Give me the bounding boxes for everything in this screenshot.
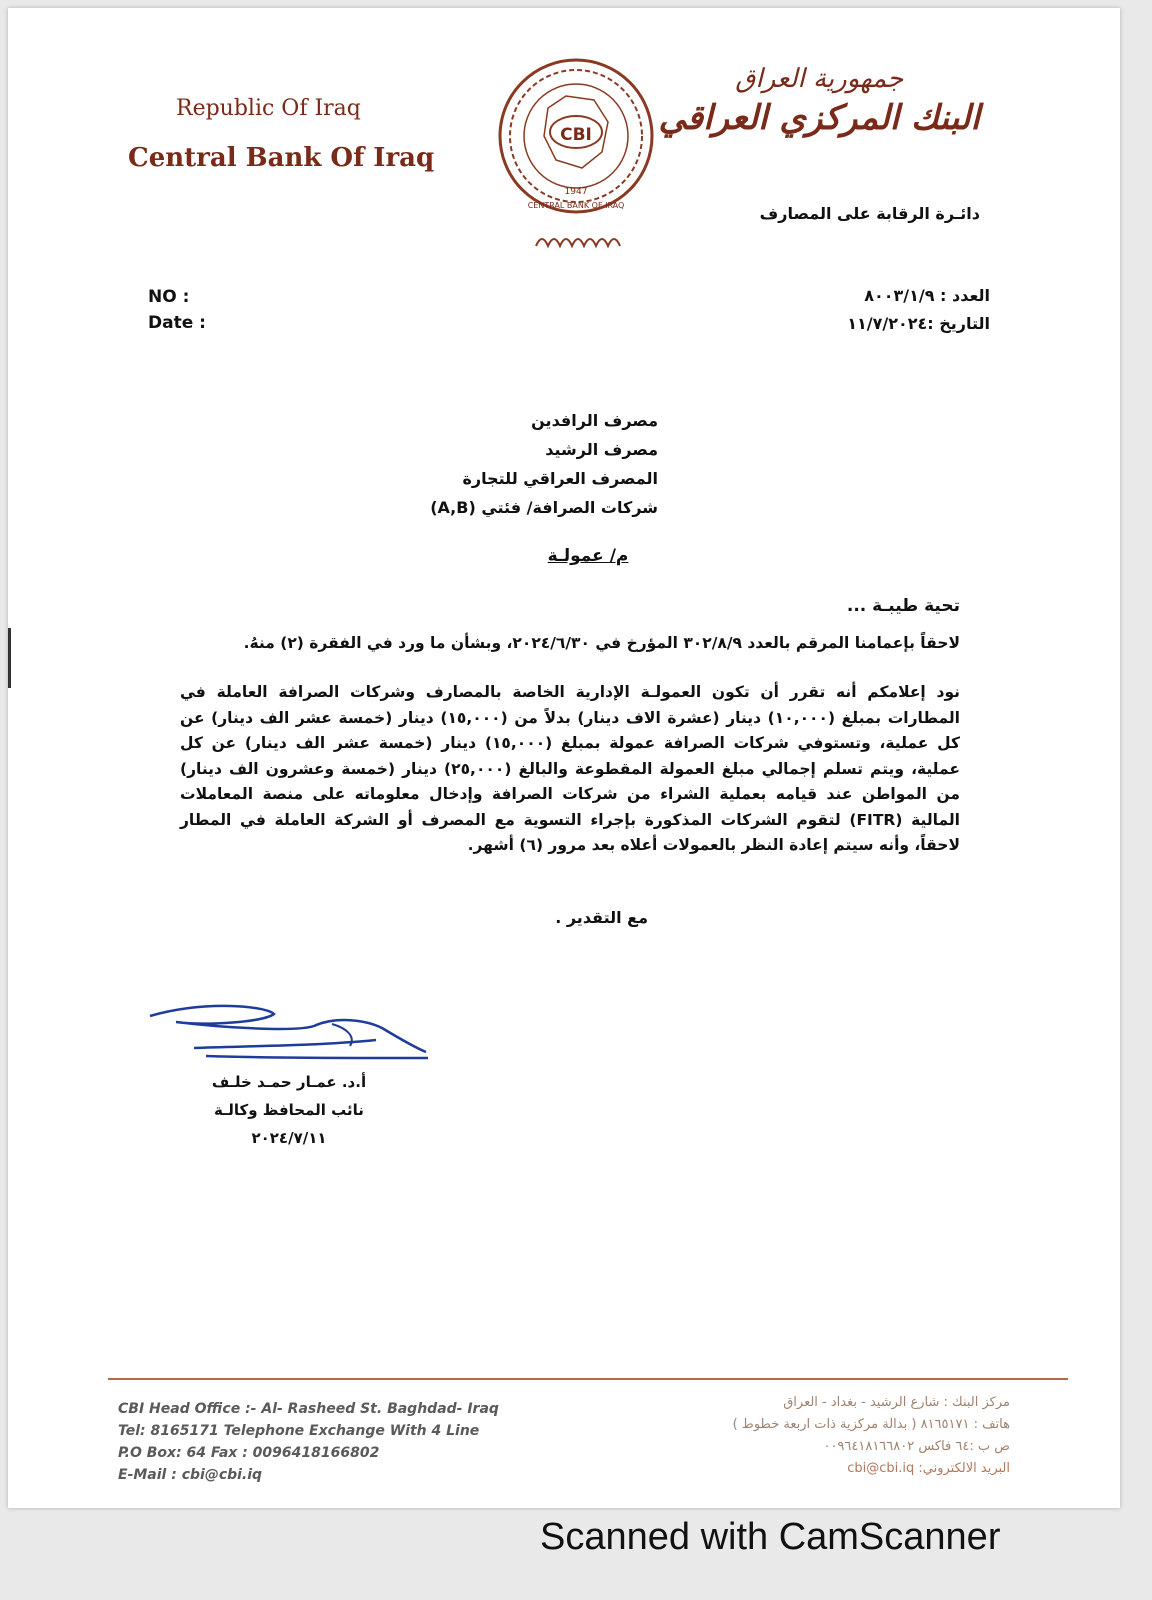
closing-line: مع التقدير . <box>555 908 648 927</box>
date-label: Date : <box>148 313 206 333</box>
letterhead-country-ar: جمهورية العراق <box>735 64 904 94</box>
letterhead-arabic <box>659 64 980 138</box>
footer-address-ar: مركز البنك : شارع الرشيد - بغداد - العراق <box>783 1395 1010 1410</box>
reference-arabic <box>847 282 990 338</box>
body-paragraph-2: نود إعلامكم أنه تقرر أن تكون العمولـة الإدارية الخاصة بالمصارف وشركات الصرافة العاملة في المطارات بمبلغ (١٠,٠٠٠) دينار (عشرة الاف دينار) بدلاً من (١٥,٠٠٠) دينار (خمسة عشر الف دينار) عن كل عملية، وتستوفي شركات الصرافة عمولة بمبلغ (١٥,٠٠٠) دينار (خمسة عشر الف دينار) عن كل عملية، ويتم تسلم إجمالي مبلغ العمولة المقطوعة والبالغ (٢٥,٠٠٠) دينار (خمسة وعشرون الف دينار) من المواطن عند قيامه بعملية الشراء من شركات الصرافة وإدخال معلوماته على منصة المعاملات المالية (FITR) لتقوم الشركات المذكورة بإجراء التسوية مع المصرف أو الشركة العاملة في المطار لاحقاً، وأنه سيتم إعادة النظر بالعمولات أعلاه بعد مرور (٦) أشهر. <box>180 683 961 854</box>
binder-mark <box>8 628 11 688</box>
signer-name: أ.د. عمـار حمـد خلـف <box>211 1073 367 1091</box>
footer-telephone: Tel: 8165171 Telephone Exchange With 4 Line <box>118 1423 480 1439</box>
reference-number: العدد : ٨٠٠٣/١/٩ <box>864 286 990 305</box>
reference-date: التاريخ :١١/٧/٢٠٢٤ <box>847 314 990 333</box>
letter-page <box>8 8 1120 1508</box>
seal-cbi-text: CBI <box>560 125 592 145</box>
seal-ring-text: CENTRAL BANK OF IRAQ <box>527 201 625 210</box>
recipient-line: مصرف الرشيد <box>545 440 658 459</box>
letterhead-country: Republic Of Iraq <box>176 96 361 121</box>
camscanner-watermark: Scanned with CamScanner <box>540 1516 1001 1558</box>
footer-address: CBI Head Office :- Al- Rasheed St. Baghdad- Iraq <box>118 1401 499 1417</box>
signer-title: نائب المحافظ وكالـة <box>214 1101 364 1119</box>
signer-block <box>204 1068 374 1152</box>
no-label: NO : <box>148 287 190 307</box>
subject-line: م/ عمولـة <box>547 546 629 566</box>
footer-po-box-ar: ص ب :٦٤ فاكس ٠٠٩٦٤١٨١٦٦٨٠٢ <box>823 1439 1010 1454</box>
cbi-seal-logo <box>496 56 656 278</box>
letterhead-bank-name-ar: البنك المركزي العراقي <box>658 98 980 138</box>
seal-year: 1947 <box>564 187 588 197</box>
recipient-line: مصرف الرافدين <box>531 411 658 430</box>
recipient-line: شركات الصرافة/ فئتي (A,B) <box>430 498 658 517</box>
footer-email: E-Mail : cbi@cbi.iq <box>118 1467 263 1483</box>
footer-english <box>118 1398 499 1486</box>
footer-telephone-ar: هاتف : ٨١٦٥١٧١ ( بدالة مركزية ذات اربعة خطوط ) <box>732 1417 1010 1432</box>
footer-rule <box>108 1378 1068 1380</box>
body-paragraph-1: لاحقاً بإعمامنا المرقم بالعدد ٣٠٢/٨/٩ المؤرخ في ٢٠٢٤/٦/٣٠، وبشأن ما ورد في الفقرة (٢) منهُ. <box>243 634 960 652</box>
footer-email-ar: البريد الالكتروني: cbi@cbi.iq <box>847 1461 1010 1476</box>
department-name: دائـرة الرقابة على المصارف <box>759 204 980 223</box>
greeting: تحية طيبـة ... <box>846 596 960 616</box>
recipient-line: المصرف العراقي للتجارة <box>462 469 658 488</box>
footer-arabic <box>733 1392 1010 1480</box>
recipients-block <box>430 406 658 522</box>
letterhead-bank-name: Central Bank Of Iraq <box>128 143 435 173</box>
footer-po-box: P.O Box: 64 Fax : 0096418166802 <box>118 1445 380 1461</box>
reference-english <box>148 284 206 336</box>
signer-date: ٢٠٢٤/٧/١١ <box>251 1129 327 1147</box>
letterhead-english <box>128 96 434 173</box>
